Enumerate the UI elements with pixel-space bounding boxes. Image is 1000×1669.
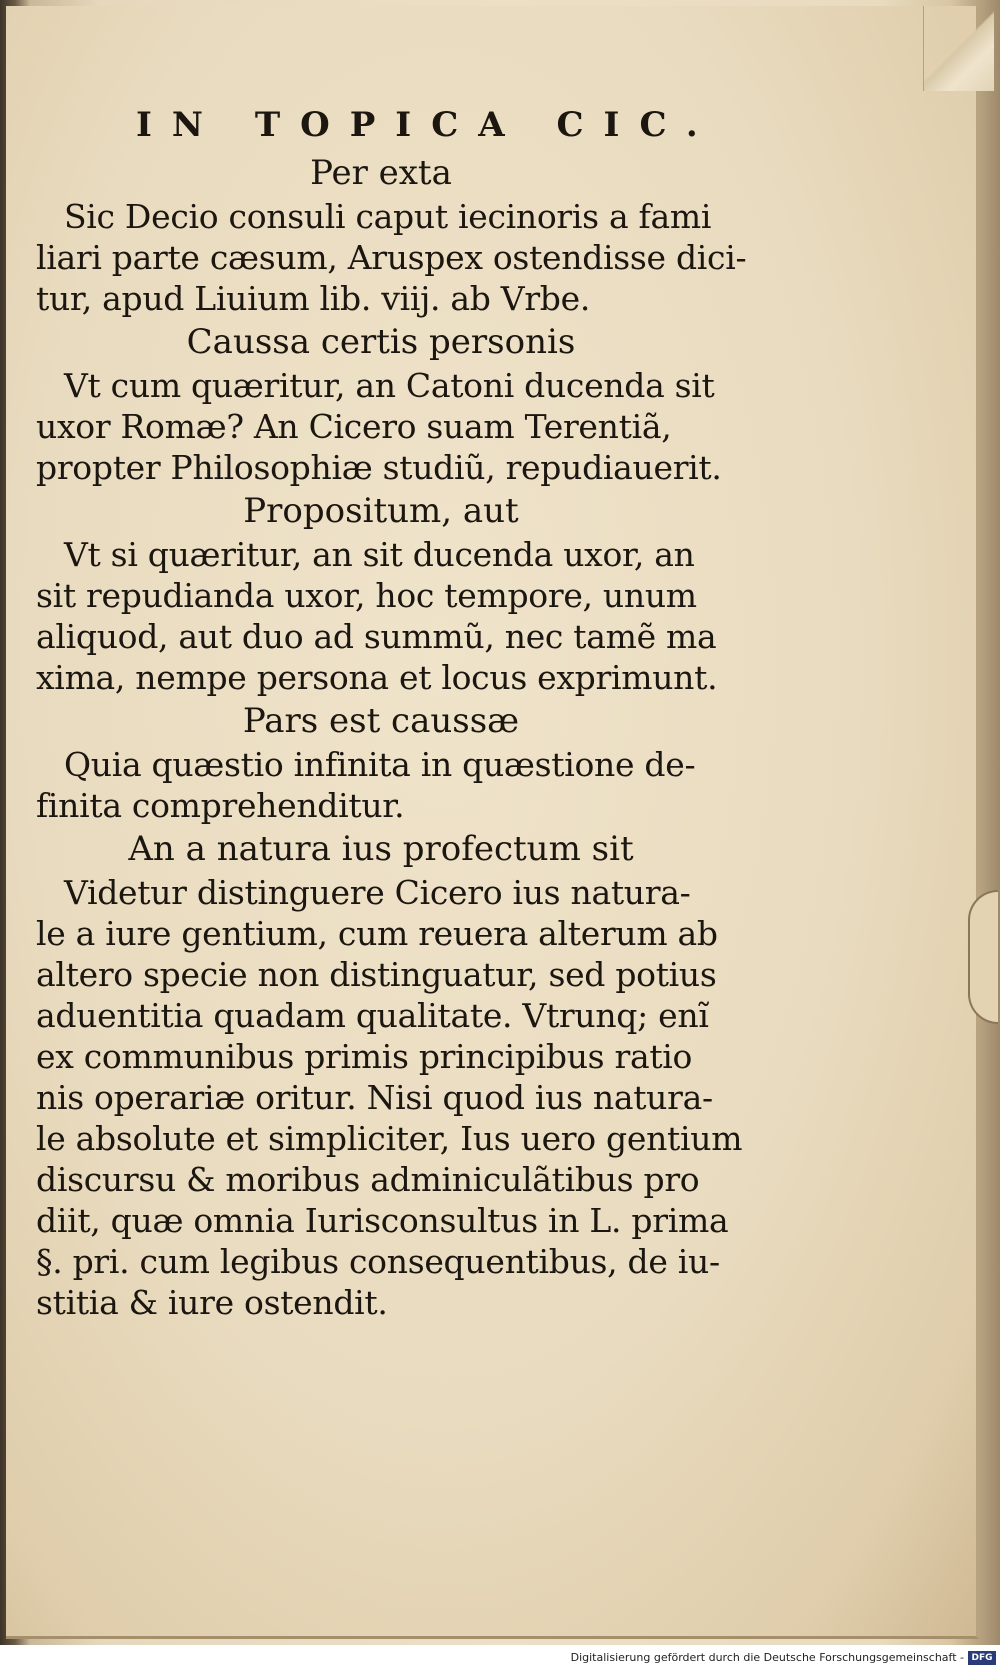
text-line: Sic Decio consuli caput iecinoris a fami	[64, 197, 712, 236]
text-line: propter Philosophiæ studiũ, repudiauerit.	[36, 448, 722, 487]
text-line: §. pri. cum legibus consequentibus, de iu-	[36, 1242, 720, 1281]
text-line: le absolute et simpliciter, Ius uero gentium	[36, 1119, 743, 1158]
text-line: ex communibus primis principibus ratio	[36, 1037, 693, 1076]
page-corner-fold	[923, 6, 994, 91]
text-line: Vt si quæritur, an sit ducenda uxor, an	[64, 535, 695, 574]
text-line: sit repudianda uxor, hoc tempore, unum	[36, 576, 697, 615]
text-line: Videtur distinguere Cicero ius natura-	[64, 873, 691, 912]
text-line: nis operariæ oritur. Nisi quod ius natura-	[36, 1078, 713, 1117]
running-head: IN TOPICA CIC.	[136, 105, 718, 145]
text-line: Vt cum quæritur, an Catoni ducenda sit	[64, 366, 715, 405]
text-line: aduentitia quadam qualitate. Vtrunq; enĩ	[36, 996, 709, 1035]
page-tab-marker	[968, 890, 998, 1024]
section-heading: An a natura ius profectum sit	[128, 829, 634, 869]
section-heading: Caussa certis personis	[186, 322, 576, 362]
text-line: liari parte cæsum, Aruspex ostendisse dici-	[36, 238, 747, 277]
text-line: diit, quæ omnia Iurisconsultus in L. prima	[36, 1201, 729, 1240]
text-line: altero specie non distinguatur, sed potius	[36, 955, 717, 994]
funding-credit: Digitalisierung gefördert durch die Deutsche Forschungsgemeinschaft -	[570, 1651, 964, 1664]
section-heading: Propositum, aut	[243, 491, 519, 531]
text-line: aliquod, aut duo ad summũ, nec tamẽ ma	[36, 617, 717, 656]
text-line: xima, nempe persona et locus exprimunt.	[36, 658, 718, 697]
text-line: uxor Romæ? An Cicero suam Terentiã,	[36, 407, 672, 446]
section-heading: Pars est caussæ	[242, 701, 520, 741]
text-lines	[36, 150, 747, 1323]
text-line: finita comprehenditur.	[36, 786, 405, 825]
section-heading: Per exta	[310, 153, 452, 193]
text-line: discursu & moribus adminiculãtibus pro	[36, 1160, 700, 1199]
text-line: le a iure gentium, cum reuera alterum ab	[36, 914, 718, 953]
dfg-logo-icon: DFG	[968, 1651, 996, 1665]
footer-bar	[0, 1648, 1000, 1669]
text-line: Quia quæstio infinita in quæstione de-	[64, 745, 696, 784]
text-line: tur, apud Liuium lib. viij. ab Vrbe.	[36, 279, 591, 318]
page-text	[36, 100, 747, 1323]
text-line: stitia & iure ostendit.	[36, 1283, 388, 1322]
